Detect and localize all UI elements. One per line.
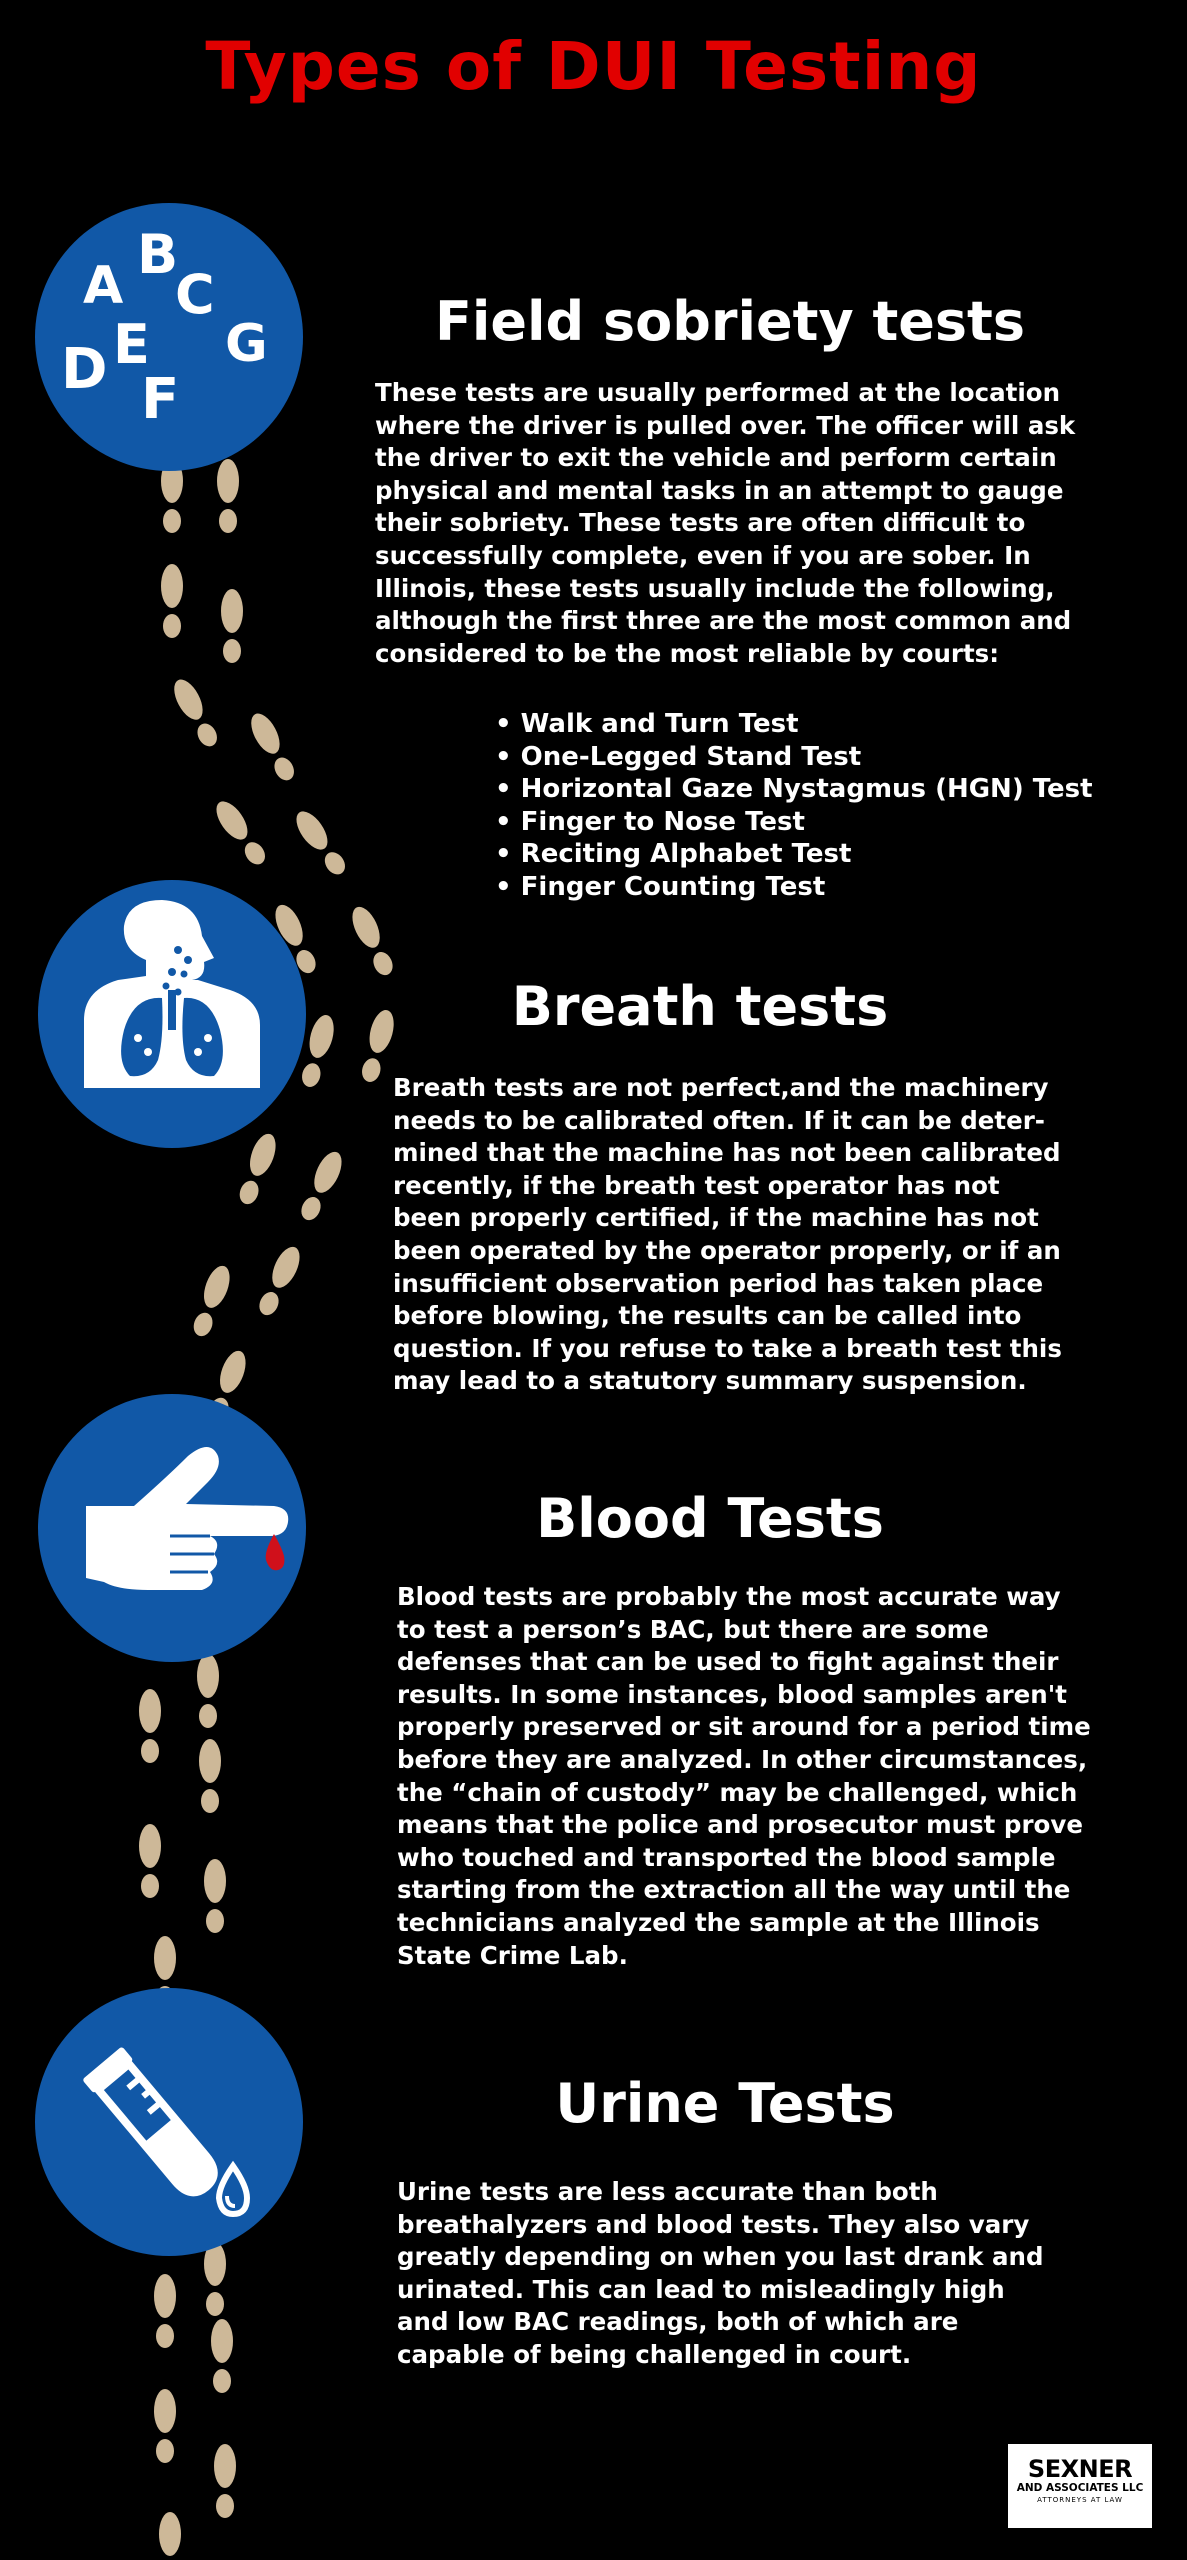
letter-g: G [225,314,268,374]
test-tube-icon [35,1988,303,2256]
text-line: means that the police and prosecutor must prove [397,1810,1083,1840]
text-line: their sobriety. These tests are often difficult to [375,508,1026,538]
footprint [154,2274,176,2348]
text-line: greatly depending on when you last drank and [397,2242,1044,2272]
footprint [296,1148,347,1224]
text-line: breathalyzers and blood tests. They also vary [397,2209,1030,2239]
text-line: These tests are usually performed at the location [375,378,1061,407]
letter-d: D [61,337,108,402]
sexner-logo [1008,2444,1152,2528]
list-item: • One-Legged Stand Test [495,741,1093,774]
logo-name: SEXNER [1027,2455,1133,2483]
text-line: been operated by the operator properly, or if an [393,1235,1061,1265]
text-line: where the driver is pulled over. The officer will ask [375,410,1076,440]
footprint [347,903,398,979]
text-line: the “chain of custody” may be challenged, which [397,1777,1078,1807]
footprint [210,796,270,869]
list-item: • Finger to Nose Test [495,806,1093,839]
text-line: mined that the machine has not been calibrated [393,1138,1061,1168]
letter-f: F [141,367,180,432]
section-heading-urine: Urine Tests [555,2072,895,2135]
text-line: Blood tests are probably the most accurate way [397,1582,1061,1611]
text-line: successfully complete, even if you are sober. In [375,540,1031,570]
text-line: although the first three are the most common and [375,606,1072,636]
letter-b: B [137,223,179,286]
letter-a: A [83,256,124,316]
footprint [154,2389,176,2463]
text-line: considered to be the most reliable by courts: [375,638,1000,668]
footprint [290,806,350,879]
alphabet-icon [35,203,303,471]
text-line: properly preserved or sit around for a period time [397,1712,1091,1742]
text-line: and low BAC readings, both of which are [397,2307,959,2337]
footprint [139,1824,161,1898]
text-line: defenses that can be used to fight against their [397,1647,1059,1677]
section-heading-blood: Blood Tests [536,1487,884,1550]
footprint [197,1654,219,1728]
footprint [214,2444,236,2518]
section-text-breath [393,1072,1062,1398]
text-line: question. If you refuse to take a breath test this [393,1333,1062,1363]
logo-subtitle: AND ASSOCIATES LLC [1016,2482,1144,2494]
footprint [204,1859,226,1933]
text-line: insufficient observation period has taken place [393,1268,1044,1298]
footprint [199,1739,221,1813]
text-line: recently, if the breath test operator has not [393,1170,1000,1200]
text-line: Illinois, these tests usually include the following, [375,573,1055,603]
text-line: Urine tests are less accurate than both [397,2177,938,2206]
section-heading-breath: Breath tests [511,975,889,1038]
text-line: to test a person’s BAC, but there are some [397,1614,989,1644]
footprint [139,1689,161,1763]
text-line: State Crime Lab. [397,1940,628,1970]
footprint [211,2319,233,2393]
letter-e: E [113,313,150,376]
field-test-list [495,708,1093,904]
logo-tagline: ATTORNEYS AT LAW [1037,2496,1123,2504]
footprint [189,1262,235,1339]
list-item: • Finger Counting Test [495,871,1093,904]
page-title: Types of DUI Testing [205,28,982,105]
text-line: before they are analyzed. In other circumstances, [397,1744,1088,1774]
footprint [168,675,222,751]
text-line: results. In some instances, blood samples aren't [397,1679,1067,1709]
text-line: capable of being challenged in court. [397,2339,912,2369]
letter-c: C [175,263,215,326]
lungs-icon [38,880,306,1148]
footprint [254,1243,305,1319]
text-line: physical and mental tasks in an attempt to gauge [375,475,1064,505]
text-line: needs to be calibrated often. If it can be deter- [393,1105,1045,1135]
text-line: who touched and transported the blood sample [397,1842,1056,1872]
text-line: been properly certified, if the machine has not [393,1203,1039,1233]
text-line: may lead to a statutory summary suspension. [393,1366,1027,1396]
footprint [245,709,299,785]
text-line: before blowing, the results can be called into [393,1301,1022,1331]
footprint [161,564,183,638]
section-heading-field-sobriety: Field sobriety tests [435,290,1025,353]
list-item: • Reciting Alphabet Test [495,838,1093,871]
section-text-urine [397,2176,1044,2372]
list-item: • Walk and Turn Test [495,708,1093,741]
text-line: urinated. This can lead to misleadingly high [397,2274,1005,2304]
text-line: technicians analyzed the sample at the Illinois [397,1907,1040,1937]
section-text-field-sobriety [375,377,1075,670]
footprint [159,2512,181,2560]
text-line: the driver to exit the vehicle and perform certain [375,443,1057,473]
text-line: Breath tests are not perfect,and the machinery [393,1073,1049,1102]
footprint [221,589,243,663]
finger-prick-icon [38,1394,306,1662]
list-item: • Horizontal Gaze Nystagmus (HGN) Test [495,773,1093,806]
text-line: starting from the extraction all the way until the [397,1875,1071,1905]
section-text-blood [397,1581,1091,1972]
